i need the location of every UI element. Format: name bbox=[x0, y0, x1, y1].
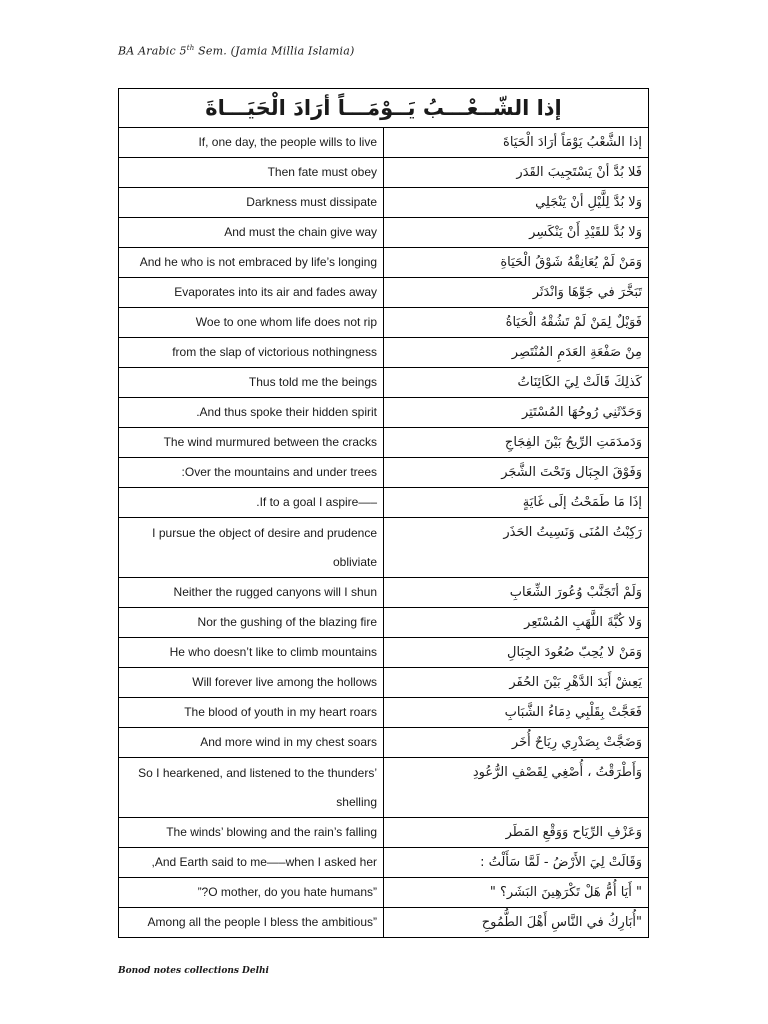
verse-row bbox=[119, 248, 649, 278]
poem-title: إذا الشّــعْـــبُ يَــوْمَـــاً أرَادَ الْحَيَـــاةَ bbox=[119, 89, 649, 128]
arabic-verse: تَبَخَّرَ في جَوِّهَا وَانْدَثَر bbox=[384, 278, 649, 308]
english-translation: .And thus spoke their hidden spirit bbox=[119, 398, 384, 428]
arabic-verse: "أُبَارِكُ في النَّاسِ أَهْلَ الطُّمُوحِ bbox=[384, 908, 649, 938]
english-translation: The winds’ blowing and the rain’s falling bbox=[119, 818, 384, 848]
verse-row bbox=[119, 638, 649, 668]
arabic-verse: مِنْ صَفْعَةِ العَدَمِ المُنْتَصِر bbox=[384, 338, 649, 368]
arabic-verse: وَأَطْرَقْتُ ، أُصْغِي لِقَصْفِ الرُّعُودِ bbox=[384, 758, 649, 818]
arabic-verse: " أَيَا أُمُّ هَلْ تَكْرَهِينَ البَشَر؟ " bbox=[384, 878, 649, 908]
arabic-verse: رَكِبْتُ المُنَى وَنَسِيتُ الحَذَر bbox=[384, 518, 649, 578]
arabic-verse: فَعَجَّتْ بِقَلْبِي دِمَاءُ الشَّبَابِ bbox=[384, 698, 649, 728]
english-translation: Among all the people I bless the ambitious” bbox=[119, 908, 384, 938]
english-translation: He who doesn’t like to climb mountains bbox=[119, 638, 384, 668]
header-text: BA Arabic 5 bbox=[118, 44, 187, 58]
arabic-verse: وَحَدّثَنِي رُوحُهَا المُسْتَتِر bbox=[384, 398, 649, 428]
english-translation: Woe to one whom life does not rip bbox=[119, 308, 384, 338]
header-superscript: th bbox=[186, 44, 195, 52]
verse-row bbox=[119, 848, 649, 878]
verse-row bbox=[119, 878, 649, 908]
english-translation: Then fate must obey bbox=[119, 158, 384, 188]
arabic-verse: وَدَمدَمَتِ الرِّيحُ بَيْنَ الفِجَاجِ bbox=[384, 428, 649, 458]
verse-row bbox=[119, 278, 649, 308]
arabic-verse: وَمَنْ لَمْ يُعَانِقْهُ شَوْقُ الْحَيَاةِ bbox=[384, 248, 649, 278]
verse-row bbox=[119, 518, 649, 578]
arabic-verse: إذا الشَّعْبُ يَوْمَاً أرَادَ الْحَيَاةَ bbox=[384, 128, 649, 158]
page-header bbox=[118, 44, 355, 58]
poem-table bbox=[118, 88, 649, 938]
english-translation: Darkness must dissipate bbox=[119, 188, 384, 218]
arabic-verse: وَضَجَّتْ بِصَدْرِي رِيَاحٌ أُخَر bbox=[384, 728, 649, 758]
verse-row bbox=[119, 308, 649, 338]
verse-row bbox=[119, 398, 649, 428]
verse-row bbox=[119, 578, 649, 608]
arabic-verse: وَعَزْفِ الرِّيَاح وَوَقْعِ المَطَر bbox=[384, 818, 649, 848]
english-translation: The wind murmured between the cracks bbox=[119, 428, 384, 458]
english-translation: The blood of youth in my heart roars bbox=[119, 698, 384, 728]
english-translation: I pursue the object of desire and prudence obliviate bbox=[119, 518, 384, 578]
english-translation: Evaporates into its air and fades away bbox=[119, 278, 384, 308]
english-translation: So I hearkened, and listened to the thunders’ shelling bbox=[119, 758, 384, 818]
verse-row bbox=[119, 728, 649, 758]
english-translation: If, one day, the people wills to live bbox=[119, 128, 384, 158]
verse-row bbox=[119, 368, 649, 398]
verse-row bbox=[119, 218, 649, 248]
arabic-verse: وَقَالَتْ لِيَ الأَرْضُ - لَمَّا سَأَلْتُ : bbox=[384, 848, 649, 878]
arabic-verse: وَلا كُبَّةَ اللَّهَبِ المُسْتَعِر bbox=[384, 608, 649, 638]
arabic-verse: كَذلِكَ قَالَتْ لِيَ الكَائِنَاتُ bbox=[384, 368, 649, 398]
arabic-verse: وَلا بُدَّ للقَيْدِ أَنْ يَنْكَسِر bbox=[384, 218, 649, 248]
verse-row bbox=[119, 818, 649, 848]
english-translation: And must the chain give way bbox=[119, 218, 384, 248]
arabic-verse: وَلا بُدَّ لِلَّيْلِ أنْ يَنْجَلِي bbox=[384, 188, 649, 218]
arabic-verse: يَعِشْ أَبَدَ الدَّهْرِ بَيْنَ الحُفَر bbox=[384, 668, 649, 698]
verse-row bbox=[119, 158, 649, 188]
arabic-verse: وَمَنْ لا يُحِبّ صُعُودَ الجِبَالِ bbox=[384, 638, 649, 668]
english-translation: :Over the mountains and under trees bbox=[119, 458, 384, 488]
english-translation: Thus told me the beings bbox=[119, 368, 384, 398]
english-translation: Nor the gushing of the blazing fire bbox=[119, 608, 384, 638]
verse-row bbox=[119, 338, 649, 368]
header-text-rest: Sem. (Jamia Millia Islamia) bbox=[194, 44, 355, 58]
english-translation: And more wind in my chest soars bbox=[119, 728, 384, 758]
english-translation: from the slap of victorious nothingness bbox=[119, 338, 384, 368]
verse-row bbox=[119, 188, 649, 218]
verse-row bbox=[119, 428, 649, 458]
verse-row bbox=[119, 128, 649, 158]
verse-row bbox=[119, 698, 649, 728]
arabic-verse: فَلا بُدَّ أنْ يَسْتَجِيبَ القَدَر bbox=[384, 158, 649, 188]
verse-row bbox=[119, 488, 649, 518]
verse-row bbox=[119, 668, 649, 698]
english-translation: And he who is not embraced by life’s longing bbox=[119, 248, 384, 278]
english-translation: Will forever live among the hollows bbox=[119, 668, 384, 698]
arabic-verse: وَفَوْقَ الجِبَال وَتَحْتَ الشَّجَر bbox=[384, 458, 649, 488]
english-translation: ”?O mother, do you hate humans” bbox=[119, 878, 384, 908]
english-translation: ,And Earth said to me—–when I asked her bbox=[119, 848, 384, 878]
verse-row bbox=[119, 608, 649, 638]
arabic-verse: إذَا مَا طَمَحْتُ إلَى غَايَةٍ bbox=[384, 488, 649, 518]
title-row bbox=[119, 89, 649, 128]
arabic-verse: فَوَيْلٌ لِمَنْ لَمْ تَشُقْهُ الْحَيَاةُ bbox=[384, 308, 649, 338]
english-translation: Neither the rugged canyons will I shun bbox=[119, 578, 384, 608]
verse-row bbox=[119, 458, 649, 488]
arabic-verse: وَلَمْ أتَجَنَّبْ وُعُورَ الشِّعَابِ bbox=[384, 578, 649, 608]
verse-row bbox=[119, 758, 649, 818]
page-footer: Bonod notes collections Delhi bbox=[118, 966, 269, 976]
verse-row bbox=[119, 908, 649, 938]
english-translation: .If to a goal I aspire—– bbox=[119, 488, 384, 518]
